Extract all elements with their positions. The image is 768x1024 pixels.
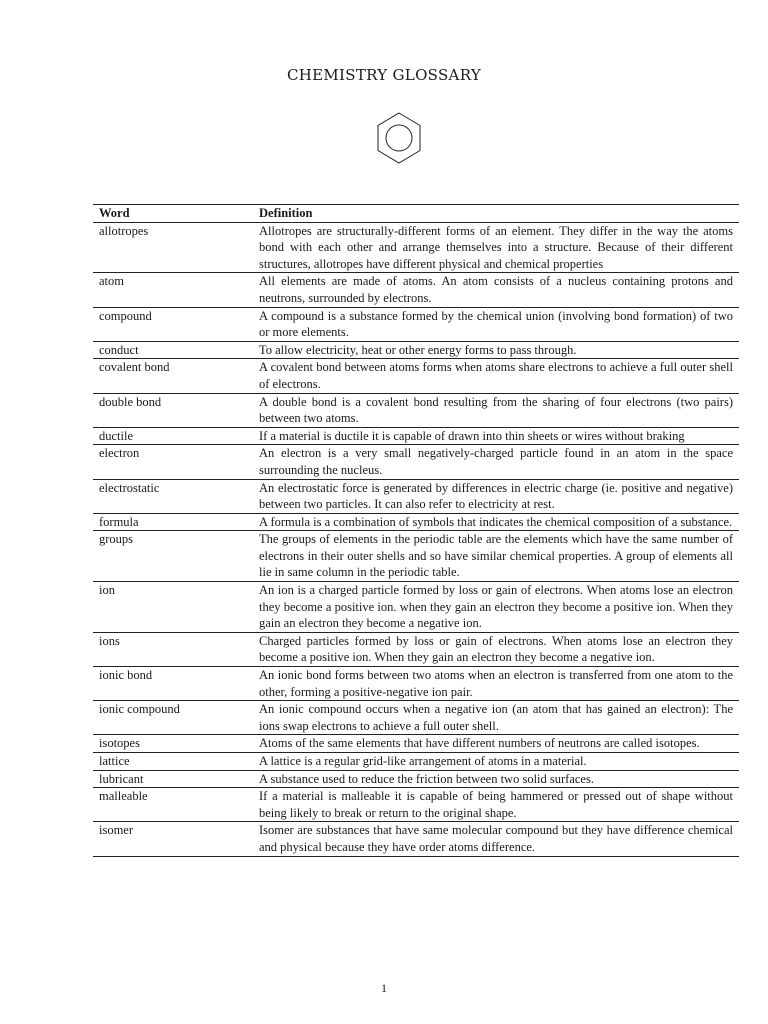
definition-cell: An electron is a very small negatively-charged particle found in an atom in the space surrounding the nucleus. (259, 446, 733, 477)
glossary-body (93, 222, 739, 856)
table-row (93, 822, 739, 856)
table-row (93, 531, 739, 582)
table-row (93, 582, 739, 633)
term-cell: malleable (99, 789, 148, 804)
definition-cell: A formula is a combination of symbols that indicates the chemical composition of a substance. (259, 514, 733, 529)
glossary-table (93, 204, 739, 857)
table-row (93, 307, 739, 341)
definition-cell: Atoms of the same elements that have different numbers of neutrons are called isotopes. (259, 736, 700, 751)
table-row (93, 701, 739, 735)
table-row (93, 222, 739, 273)
page-title: CHEMISTRY GLOSSARY (286, 66, 482, 84)
definition-cell: A compound is a substance formed by the chemical union (involving bond formation) of two or more elements. (259, 308, 733, 340)
term-cell: isotopes (99, 736, 140, 751)
term-cell: ions (99, 633, 120, 648)
table-row (93, 667, 739, 701)
term-cell: lubricant (99, 771, 144, 786)
table-row (93, 513, 739, 531)
definition-cell: To allow electricity, heat or other energy forms to pass through. (259, 342, 577, 357)
definition-cell: An ionic bond forms between two atoms when an electron is transferred from one atom to the other, forming a positive-negative ion pair. (259, 668, 733, 699)
definition-cell: Isomer are substances that have same molecular compound but they have difference chemical and physical because they have order atoms difference. (259, 823, 733, 854)
term-cell: covalent bond (99, 360, 170, 375)
term-cell: ion (99, 583, 115, 598)
term-cell: compound (99, 308, 152, 323)
term-cell: electrostatic (99, 480, 160, 495)
table-header-row (93, 205, 739, 223)
term-cell: groups (99, 532, 134, 547)
page-number: 1 (381, 981, 387, 995)
term-cell: ionic compound (99, 702, 180, 717)
term-cell: ionic bond (99, 668, 153, 683)
term-cell: formula (99, 514, 139, 529)
table-row (93, 735, 739, 753)
term-cell: isomer (99, 823, 134, 838)
table-row (93, 427, 739, 445)
definition-cell: An electrostatic force is generated by differences in electric charge (ie. positive and negative) between two particles. It can also refer to electricity at rest. (259, 480, 733, 512)
table-row (93, 393, 739, 427)
table-row (93, 273, 739, 307)
word-column-header: Word (99, 206, 130, 220)
table-row (93, 632, 739, 666)
term-cell: conduct (99, 342, 139, 357)
table-row (93, 788, 739, 822)
definition-cell: The groups of elements in the periodic table are the elements which have the same number of electrons in their outer shells and so have similar chemical properties. A group of elements all lie in same column in the periodic table. (259, 532, 733, 580)
definition-cell: A double bond is a covalent bond resulting from the sharing of four electrons (two pairs) between two atoms. (259, 394, 733, 426)
definition-cell: A covalent bond between atoms forms when atoms share electrons to achieve a full outer shell of electrons. (259, 360, 733, 391)
definition-cell: A lattice is a regular grid-like arrangement of atoms in a material. (259, 754, 587, 768)
definition-cell: Allotropes are structurally-different forms of an element. They differ in the way the atoms bond with each other and arrange themselves into a structure. Because of their different structures, allotropes have different physical and chemical properties (259, 223, 733, 271)
table-row (93, 770, 739, 788)
term-cell: double bond (99, 394, 162, 409)
definition-cell: If a material is ductile it is capable of drawn into thin sheets or wires without braking (259, 428, 685, 443)
benzene-ring-icon (375, 111, 423, 165)
table-row (93, 753, 739, 771)
term-cell: allotropes (99, 223, 149, 238)
definition-cell: All elements are made of atoms. An atom consists of a nucleus containing protons and neutrons, surrounded by electrons. (259, 274, 733, 305)
definition-cell: An ionic compound occurs when a negative ion (an atom that has gained an electron): The ions swap electrons to achieve a full outer shell. (259, 702, 733, 733)
table-row (93, 479, 739, 513)
definition-cell: A substance used to reduce the friction between two solid surfaces. (259, 771, 594, 786)
definition-column-header: Definition (259, 206, 313, 220)
term-cell: lattice (99, 754, 130, 768)
table-row (93, 359, 739, 393)
definition-cell: If a material is malleable it is capable of being hammered or pressed out of shape without being likely to break or return to the original shape. (259, 789, 733, 820)
term-cell: ductile (99, 428, 134, 443)
table-row (93, 341, 739, 359)
term-cell: atom (99, 274, 124, 289)
definition-cell: An ion is a charged particle formed by loss or gain of electrons. When atoms lose an electron they become a positive ion. when they gain an electron they become a positive ion. When they gain an electron they become a negative ion. (259, 583, 733, 631)
term-cell: electron (99, 446, 140, 461)
definition-cell: Charged particles formed by loss or gain of electrons. When atoms lose an electron they become a positive ion. When they gain an electron they become a negative ion. (259, 633, 733, 665)
table-row (93, 445, 739, 479)
